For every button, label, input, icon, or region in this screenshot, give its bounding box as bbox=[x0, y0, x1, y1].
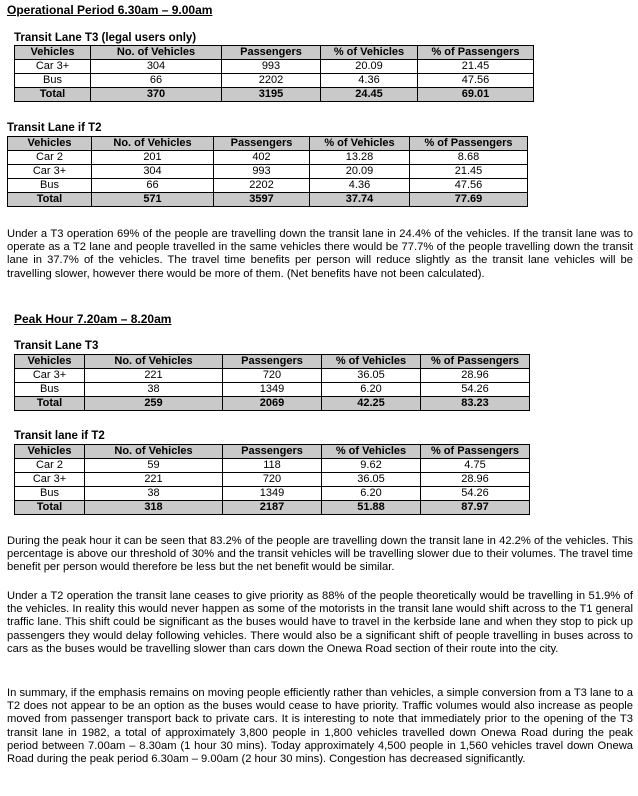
table-t3-peak bbox=[14, 354, 530, 411]
table-cell: Car 3+ bbox=[15, 369, 85, 383]
table-cell: 8.68 bbox=[410, 151, 528, 165]
table-row bbox=[15, 369, 530, 383]
table-header-row bbox=[15, 445, 530, 459]
table-cell: 4.36 bbox=[321, 74, 418, 88]
table-cell: 2202 bbox=[222, 74, 321, 88]
column-header: % of Vehicles bbox=[321, 46, 418, 60]
section-heading-peak-hour: Peak Hour 7.20am – 8.20am bbox=[14, 312, 172, 326]
table-header-row bbox=[15, 46, 534, 60]
total-cell: 83.23 bbox=[421, 397, 530, 411]
column-header: % of Passengers bbox=[410, 137, 528, 151]
column-header: Passengers bbox=[223, 355, 322, 369]
total-cell: 3195 bbox=[222, 88, 321, 102]
total-cell: 37.74 bbox=[310, 193, 410, 207]
total-cell: 69.01 bbox=[418, 88, 534, 102]
table-cell: 20.09 bbox=[321, 60, 418, 74]
paragraph-t2-operation: Under a T2 operation the transit lane ceases to give priority as 88% of the people theoretically would be travelling in 51.9% of the vehicles. In reality this would never happen as some of the motorists in the transit lane would shift across to the T1 general traffic lane. This shift could be significant as the buses would have to travel in the kerbside lane and when they stop to pick up passengers they would delay following vehicles. There would also be a significant shift of people travelling in buses across to cars as the buses would be travelling slower than cars down the Onewa Road section of their route into the city. bbox=[7, 590, 633, 655]
table-cell: Bus bbox=[15, 383, 85, 397]
table-cell: Bus bbox=[15, 74, 91, 88]
table-total-row bbox=[15, 397, 530, 411]
total-cell: 24.45 bbox=[321, 88, 418, 102]
table-row bbox=[15, 473, 530, 487]
table-cell: Car 3+ bbox=[15, 60, 91, 74]
table-row bbox=[15, 459, 530, 473]
total-cell: 51.88 bbox=[322, 501, 421, 515]
table-total-row bbox=[8, 193, 528, 207]
column-header: Passengers bbox=[214, 137, 310, 151]
column-header: Vehicles bbox=[15, 46, 91, 60]
table-total-row bbox=[15, 501, 530, 515]
table-cell: 2202 bbox=[214, 179, 310, 193]
table-cell: 47.56 bbox=[410, 179, 528, 193]
total-cell: 2069 bbox=[223, 397, 322, 411]
total-cell: 259 bbox=[85, 397, 223, 411]
table-title-t3-operational: Transit Lane T3 (legal users only) bbox=[14, 32, 197, 44]
table-row bbox=[15, 60, 534, 74]
table-cell: 54.26 bbox=[421, 487, 530, 501]
table-cell: 221 bbox=[85, 369, 223, 383]
total-cell: 318 bbox=[85, 501, 223, 515]
table-cell: 38 bbox=[85, 383, 223, 397]
table-row bbox=[8, 151, 528, 165]
table-row bbox=[8, 165, 528, 179]
table-title-t2-operational: Transit Lane if T2 bbox=[7, 122, 102, 134]
table-cell: 28.96 bbox=[421, 473, 530, 487]
table-cell: 28.96 bbox=[421, 369, 530, 383]
column-header: Passengers bbox=[223, 445, 322, 459]
column-header: No. of Vehicles bbox=[91, 46, 222, 60]
table-cell: 4.36 bbox=[310, 179, 410, 193]
table-cell: 201 bbox=[92, 151, 214, 165]
column-header: % of Passengers bbox=[421, 355, 530, 369]
table-t3-operational bbox=[14, 45, 534, 102]
total-cell: Total bbox=[15, 88, 91, 102]
column-header: Vehicles bbox=[8, 137, 92, 151]
total-cell: 77.69 bbox=[410, 193, 528, 207]
table-cell: 66 bbox=[92, 179, 214, 193]
column-header: % of Vehicles bbox=[322, 355, 421, 369]
table-cell: Car 3+ bbox=[8, 165, 92, 179]
table-cell: 402 bbox=[214, 151, 310, 165]
table-cell: 54.26 bbox=[421, 383, 530, 397]
table-cell: 38 bbox=[85, 487, 223, 501]
table-cell: 993 bbox=[214, 165, 310, 179]
table-row bbox=[8, 179, 528, 193]
table-cell: 4.75 bbox=[421, 459, 530, 473]
table-cell: 720 bbox=[223, 369, 322, 383]
table-cell: 36.05 bbox=[322, 473, 421, 487]
table-cell: Car 3+ bbox=[15, 473, 85, 487]
table-cell: 20.09 bbox=[310, 165, 410, 179]
column-header: No. of Vehicles bbox=[85, 355, 223, 369]
total-cell: Total bbox=[8, 193, 92, 207]
table-cell: 13.28 bbox=[310, 151, 410, 165]
table-t2-operational bbox=[7, 136, 528, 207]
table-cell: 720 bbox=[223, 473, 322, 487]
total-cell: 571 bbox=[92, 193, 214, 207]
paragraph-operational-summary: Under a T3 operation 69% of the people are travelling down the transit lane in 24.4% of the vehicles. If the transit lane was to operate as a T2 lane and people travelled in the same vehicles there would be 77.7% of the people travelling down the transit lane in 37.7% of the vehicles. The travel time benefits per person will reduce slightly as the transit lane vehicles will be travelling slower, however there would be more of them. (Net benefits have not been calculated). bbox=[7, 228, 633, 280]
table-cell: Car 2 bbox=[15, 459, 85, 473]
column-header: % of Passengers bbox=[421, 445, 530, 459]
table-cell: 66 bbox=[91, 74, 222, 88]
column-header: % of Vehicles bbox=[310, 137, 410, 151]
table-header-row bbox=[15, 355, 530, 369]
column-header: Vehicles bbox=[15, 445, 85, 459]
table-cell: 36.05 bbox=[322, 369, 421, 383]
table-cell: 304 bbox=[91, 60, 222, 74]
table-t2-peak bbox=[14, 444, 530, 515]
table-title-t2-peak: Transit lane if T2 bbox=[14, 430, 105, 442]
table-total-row bbox=[15, 88, 534, 102]
table-row bbox=[15, 74, 534, 88]
column-header: Vehicles bbox=[15, 355, 85, 369]
column-header: % of Passengers bbox=[418, 46, 534, 60]
section-heading-operational-period: Operational Period 6.30am – 9.00am bbox=[7, 3, 213, 17]
total-cell: 2187 bbox=[223, 501, 322, 515]
table-cell: 47.56 bbox=[418, 74, 534, 88]
table-cell: 1349 bbox=[223, 383, 322, 397]
table-cell: 1349 bbox=[223, 487, 322, 501]
total-cell: 3597 bbox=[214, 193, 310, 207]
table-cell: 6.20 bbox=[322, 487, 421, 501]
paragraph-conclusion: In summary, if the emphasis remains on moving people efficiently rather than vehicles, a simple conversion from a T3 lane to a T2 does not appear to be an option as the buses would cease to have priority. Traffic volumes would also increase as people moved from passenger transport back to private cars. It is interesting to note that immediately prior to the opening of the T3 transit lane in 1982, a total of approximately 3,800 people in 1,800 vehicles travelled down Onewa Road during the peak period between 7.00am – 8.30am (1 hour 30 mins). Today approximately 4,500 people in 1,560 vehicles travel down Onewa Road during the peak period 6.30am – 9.00am (2 hour 30 mins). Congestion has decreased significantly. bbox=[7, 687, 633, 766]
total-cell: 370 bbox=[91, 88, 222, 102]
table-cell: 59 bbox=[85, 459, 223, 473]
table-row bbox=[15, 487, 530, 501]
table-cell: 221 bbox=[85, 473, 223, 487]
table-cell: 21.45 bbox=[410, 165, 528, 179]
table-cell: 6.20 bbox=[322, 383, 421, 397]
paragraph-peak-hour-summary: During the peak hour it can be seen that 83.2% of the people are travelling down the transit lane in 42.2% of the vehicles. This percentage is above our threshold of 30% and the transit vehicles will be travelling slower due to their volumes. The travel time benefit per person would therefore be less but the net benefit would be similar. bbox=[7, 535, 634, 574]
table-title-t3-peak: Transit Lane T3 bbox=[14, 340, 99, 352]
table-cell: Car 2 bbox=[8, 151, 92, 165]
total-cell: Total bbox=[15, 397, 85, 411]
table-cell: 118 bbox=[223, 459, 322, 473]
table-cell: 304 bbox=[92, 165, 214, 179]
column-header: % of Vehicles bbox=[322, 445, 421, 459]
table-cell: 9.62 bbox=[322, 459, 421, 473]
column-header: No. of Vehicles bbox=[85, 445, 223, 459]
table-header-row bbox=[8, 137, 528, 151]
total-cell: 42.25 bbox=[322, 397, 421, 411]
table-cell: Bus bbox=[15, 487, 85, 501]
table-row bbox=[15, 383, 530, 397]
table-cell: 993 bbox=[222, 60, 321, 74]
column-header: No. of Vehicles bbox=[92, 137, 214, 151]
table-cell: 21.45 bbox=[418, 60, 534, 74]
total-cell: 87.97 bbox=[421, 501, 530, 515]
total-cell: Total bbox=[15, 501, 85, 515]
column-header: Passengers bbox=[222, 46, 321, 60]
table-cell: Bus bbox=[8, 179, 92, 193]
